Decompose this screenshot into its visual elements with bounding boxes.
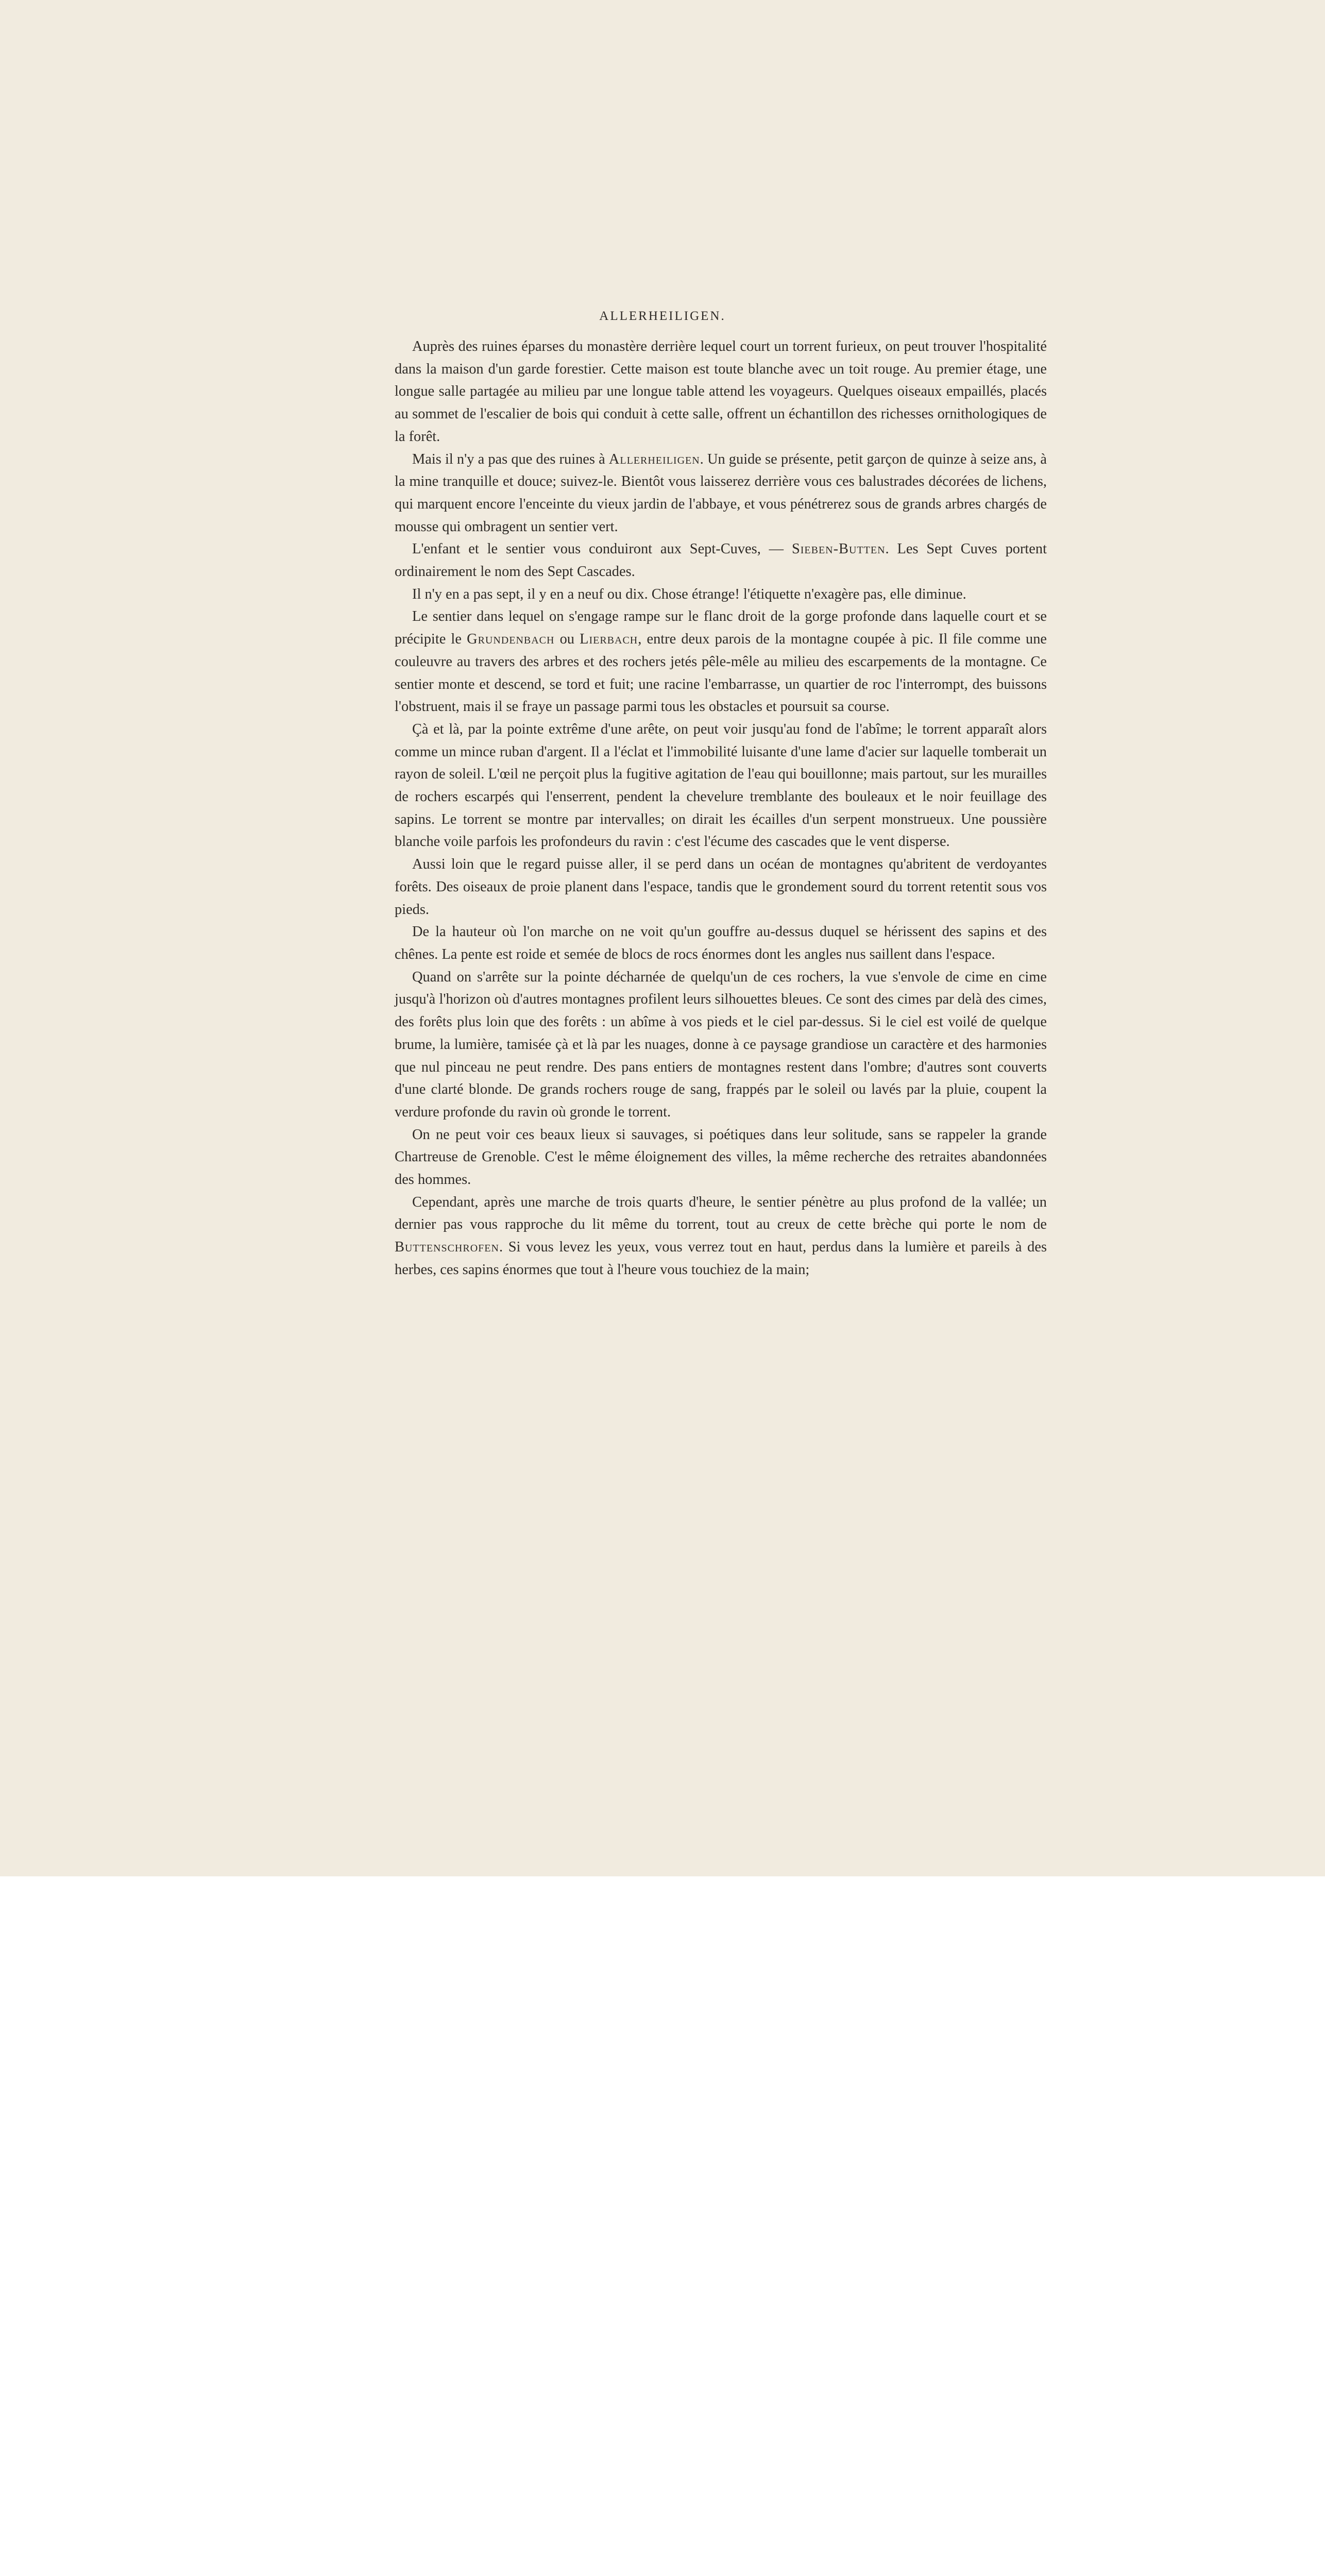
proper-name: Lierbach	[580, 631, 638, 648]
text-run: Aussi loin que le regard puisse aller, il se perd dans un océan de montagnes qu'abritent de verdoyantes forêts. Des oiseaux de proie planent dans l'espace, tandis que le grondement sourd du torrent retentit sous vos pieds.	[395, 856, 1047, 918]
text-run: De la hauteur où l'on marche on ne voit qu'un gouffre au-dessus duquel se hérissent des sapins et des chênes. La pente est roide et semée de blocs de rocs énormes dont les angles nus saillent dans l'espace.	[395, 924, 1047, 962]
chapter-title: ALLERHEILIGEN.	[599, 309, 726, 323]
proper-name: Buttenschrofen	[395, 1239, 499, 1256]
footer-bar	[0, 1876, 1325, 1971]
paragraph	[395, 966, 1047, 1124]
text-run: Quand on s'arrête sur la pointe décharnée de quelqu'un de ces rochers, la vue s'envole de cime en cime jusqu'à l'horizon où d'autres montagnes profilent leurs silhouettes bleues. Ce sont des cimes par delà des cimes, des forêts plus loin que des forêts : un abîme à vos pieds et le ciel par-dessus. Si le ciel est voilé de quelque brume, la lumière, tamisée çà et là par les nuages, donne à ce paysage grandiose un caractère et des harmonies que nul pinceau ne peut rendre. Des pans entiers de montagnes restent dans l'ombre; d'autres sont couverts d'une clarté blonde. De grands rochers rouge de sang, frappés par le soleil ou lavés par la pluie, coupent la verdure profonde du ravin où gronde le torrent.	[395, 969, 1047, 1120]
paragraph	[395, 448, 1047, 538]
paragraph	[395, 1124, 1047, 1191]
text-run: Çà et là, par la pointe extrême d'une arête, on peut voir jusqu'au fond de l'abîme; le torrent apparaît alors comme un mince ruban d'argent. Il a l'éclat et l'immobilité luisante d'une lame d'acier sur laquelle tomberait un rayon de soleil. L'œil ne perçoit plus la fugitive agitation de l'eau qui bouillonne; mais partout, sur les murailles de rochers escarpés qui l'enserrent, pendent la chevelure tremblante des bouleaux et le noir feuillage des sapins. Le torrent se montre par intervalles; on dirait les écailles d'un serpent monstrueux. Une poussière blanche voile parfois les profondeurs du ravin : c'est l'écume des cascades que le vent disperse.	[395, 721, 1047, 850]
proper-name: Allerheiligen	[608, 451, 700, 467]
paragraph	[395, 1191, 1047, 1281]
text-run: ou	[554, 631, 580, 648]
text-run: . Si vous levez les yeux, vous verrez tout en haut, perdus dans la lumière et pareils à des herbes, ces sapins énormes que tout à l'heure vous touchiez de la main;	[395, 1239, 1047, 1278]
paragraph	[395, 583, 1047, 606]
text-run: Il n'y en a pas sept, il y en a neuf ou dix. Chose étrange! l'étiquette n'exagère pas, elle diminue.	[412, 586, 966, 602]
paragraph	[395, 853, 1047, 921]
text-run: . Les Sept Cuves portent ordinairement le nom des Sept Cascades.	[395, 541, 1047, 580]
text-run: On ne peut voir ces beaux lieux si sauvages, si poétiques dans leur solitude, sans se rappeler la grande Chartreuse de Grenoble. C'est le même éloignement des villes, la même recherche des retraites abandonnées des hommes.	[395, 1126, 1047, 1188]
text-run: Le sentier dans lequel on s'engage rampe sur le flanc droit de la gorge profonde dans laquelle court et se précipite le	[395, 608, 1047, 648]
text-run: , entre deux parois de la montagne coupée à pic. Il file comme une couleuvre au travers des arbres et des rochers jetés pêle-mêle au milieu des escarpements de la montagne. Ce sentier monte et descend, se tord et fuit; une racine l'embarrasse, un quartier de roc l'interrompt, des buissons l'obstruent, mais il se fraye un passage parmi tous les obstacles et poursuit sa course.	[395, 631, 1047, 715]
paragraph	[395, 335, 1047, 448]
proper-name: Sieben-Butten	[791, 541, 886, 557]
text-run: Cependant, après une marche de trois quarts d'heure, le sentier pénètre au plus profond de la vallée; un dernier pas vous rapproche du lit même du torrent, tout au creux de cette brèche qui porte le nom de	[395, 1194, 1047, 1233]
text-run: L'enfant et le sentier vous conduiront aux Sept-Cuves, —	[412, 541, 792, 557]
body-text	[395, 335, 1047, 1281]
paragraph	[395, 718, 1047, 853]
paragraph	[395, 605, 1047, 718]
proper-name: Grundenbach	[467, 631, 555, 648]
text-run: Auprès des ruines éparses du monastère derrière lequel court un torrent furieux, on peut trouver l'hospitalité dans la maison d'un garde forestier. Cette maison est toute blanche avec un toit rouge. Au premier étage, une longue salle partagée au milieu par une longue table attend les voyageurs. Quelques oiseaux empaillés, placés au sommet de l'escalier de bois qui conduit à cette salle, offrent un échantillon des richesses ornithologiques de la forêt.	[395, 338, 1047, 445]
text-run: Mais il n'y a pas que des ruines à	[412, 451, 609, 467]
paragraph	[395, 538, 1047, 583]
paragraph	[395, 921, 1047, 965]
text-run: . Un guide se présente, petit garçon de quinze à seize ans, à la mine tranquille et douce; suivez-le. Bientôt vous laisserez derrière vous ces balustrades décorées de lichens, qui marquent encore l'enceinte du vieux jardin de l'abbaye, et vous pénétrerez sous de grands arbres chargés de mousse qui ombragent un sentier vert.	[395, 451, 1047, 535]
